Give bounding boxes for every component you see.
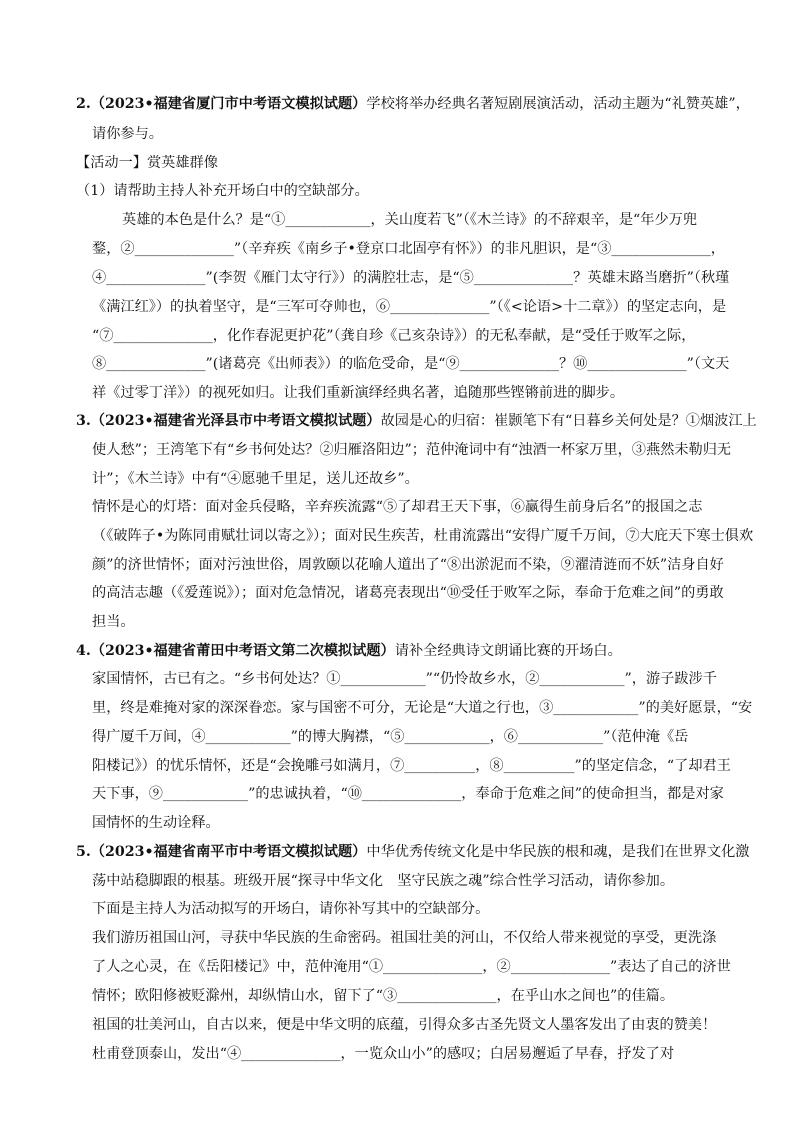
q4-paragraph-line: 天下事，⑨____________”的忠诚执着，“⑩______________，奉命于危难之间”的使命担当，都是对家 — [92, 786, 724, 802]
q2-source: 2.（2023•福建省厦门市中考语文模拟试题） — [76, 96, 367, 112]
q5-paragraph-line: 杜甫登顶泰山，发出“④______________，一览众山小”的感叹；白居易邂逅了早春，抒发了对 — [92, 1046, 675, 1062]
q5-paragraph-line: 我们游历祖国山河，寻获中华民族的生命密码。祖国壮美的河山，不仅给人带来视觉的享受，更洗涤 — [92, 930, 717, 946]
q4-prompt: 请补全经典诗文朗诵比赛的开场白。 — [394, 643, 622, 659]
q2-activity-title: 【活动一】赏英雄群像 — [76, 155, 218, 171]
q2-paragraph-line: ④______________”(李贺《雁门太守行》）的满腔壮志，是“⑤______________？英雄末路当磨折”（秋瑾 — [92, 270, 730, 286]
q5-prompt: 中华优秀传统文化是中华民族的根和魂，是我们在世界文化激 — [366, 844, 750, 860]
q5-source: 5.（2023•福建省南平市中考语文模拟试题） — [76, 844, 367, 860]
q2-prompt-cont: 请你参与。 — [92, 126, 163, 142]
q4-heading — [76, 641, 622, 661]
q3-paragraph-line: 计”；《木兰诗》中有“④愿驰千里足，送儿还故乡”。 — [92, 471, 419, 487]
q2-heading — [76, 94, 750, 114]
q5-prompt-cont: 荡中站稳脚跟的根基。班级开展“探寻中华文化 坚守民族之魂”综合性学习活动，请你参加。 — [92, 873, 675, 889]
q4-paragraph-line: 得广厦千万间，④____________”的博大胸襟，“⑤____________，⑥____________”（范仲淹《岳 — [92, 729, 689, 745]
q5-heading — [76, 842, 749, 862]
q2-paragraph-line: 《满江红》）的执着坚守，是“三军可夺帅也，⑥______________”（《<论语>十二章》）的坚定志向，是 — [92, 299, 727, 315]
q2-paragraph-line: ⑧______________”(诸葛亮《出师表》）的临危受命，是“⑨______________？⑩______________”（文天 — [92, 356, 730, 372]
q2-paragraph-line: 祥《过零丁洋》）的视死如归。让我们重新演绎经典名著，追随那些铿锵前进的脚步。 — [92, 385, 625, 401]
q4-source: 4.（2023•福建省莆田中考语文第二次模拟试题） — [76, 643, 395, 659]
q4-paragraph-line: 里，终是难掩对家的深深眷恋。家与国密不可分，无论是“大道之行也，③____________”的美好愿景，“安 — [92, 700, 753, 716]
q2-paragraph-line: 鍪，②______________”（辛弃疾《南乡子•登京口北固亭有怀》）的非凡胆识，是“③______________， — [92, 241, 725, 257]
q3-source: 3.（2023•福建省光泽县市中考语文模拟试题） — [76, 413, 381, 429]
q3-prompt: 故园是心的归宿：崔颢笔下有“日暮乡关何处是？①烟波江上 — [380, 413, 757, 429]
q3-paragraph-line: 的高洁志趣（《爱莲说》）；面对危急情况，诸葛亮表现出“⑩受任于败军之际，奉命于危难之间”的勇敢 — [92, 585, 724, 601]
q3-paragraph-line: （《破阵子•为陈同甫赋壮词以寄之》）；面对民生疾苦，杜甫流露出“安得广厦千万间，⑦大庇天下寒士俱欢 — [92, 528, 754, 544]
q2-paragraph-line: “⑦______________，化作春泥更护花”（龚自珍《己亥杂诗》）的无私奉献，是“受任于败军之际， — [92, 328, 696, 344]
q4-paragraph-line: 阳楼记》）的忧乐情怀，还是“会挽雕弓如满月，⑦__________，⑧__________”的坚定信念，“了却君王 — [92, 758, 731, 774]
q3-paragraph-line: 担当。 — [92, 614, 135, 630]
q2-paragraph-line: 英雄的本色是什么？是“①____________，关山度若飞”（《木兰诗》的不辞艰辛，是“年少万兜 — [122, 212, 698, 228]
q5-intro: 下面是主持人为活动拟写的开场白，请你补写其中的空缺部分。 — [92, 901, 490, 917]
q3-paragraph-line: 颜”的济世情怀；面对污浊世俗，周敦颐以花喻人道出了“⑧出淤泥而不染，⑨濯清涟而不妖”洁身自好 — [92, 557, 724, 573]
q5-paragraph-line: 了人之心灵，在《岳阳楼记》中，范仲淹用“①______________，②______________”表达了自己的济世 — [92, 959, 731, 975]
q2-prompt: 学校将举办经典名著短剧展演活动，活动主题为“礼赞英雄”， — [366, 96, 750, 112]
q3-paragraph-line: 情怀是心的灯塔：面对金兵侵略，辛弃疾流露“⑤了却君王天下事，⑥赢得生前身后名”的报国之志 — [92, 499, 703, 515]
q5-paragraph-line: 情怀；欧阳修被贬滁州，却纵情山水，留下了“③______________，在乎山水之间也”的佳篇。 — [92, 988, 675, 1004]
q5-paragraph-line: 祖国的壮美河山，自古以来，便是中华文明的底蕴，引得众多古圣先贤文人墨客发出了由衷的赞美！ — [92, 1017, 717, 1033]
q3-paragraph-line: 使人愁”；王湾笔下有“乡书何处达？②归雁洛阳边”；范仲淹词中有“浊酒一杯家万里，③燕然未勒归无 — [92, 442, 732, 458]
q3-heading — [76, 411, 757, 431]
q2-subquestion: （1）请帮助主持人补充开场白中的空缺部分。 — [76, 183, 369, 199]
q4-paragraph-line: 家国情怀，古已有之。“乡书何处达？①____________”“仍怜故乡水，②____________”，游子跋涉千 — [92, 671, 717, 687]
q4-paragraph-line: 国情怀的生动诠释。 — [92, 815, 220, 831]
